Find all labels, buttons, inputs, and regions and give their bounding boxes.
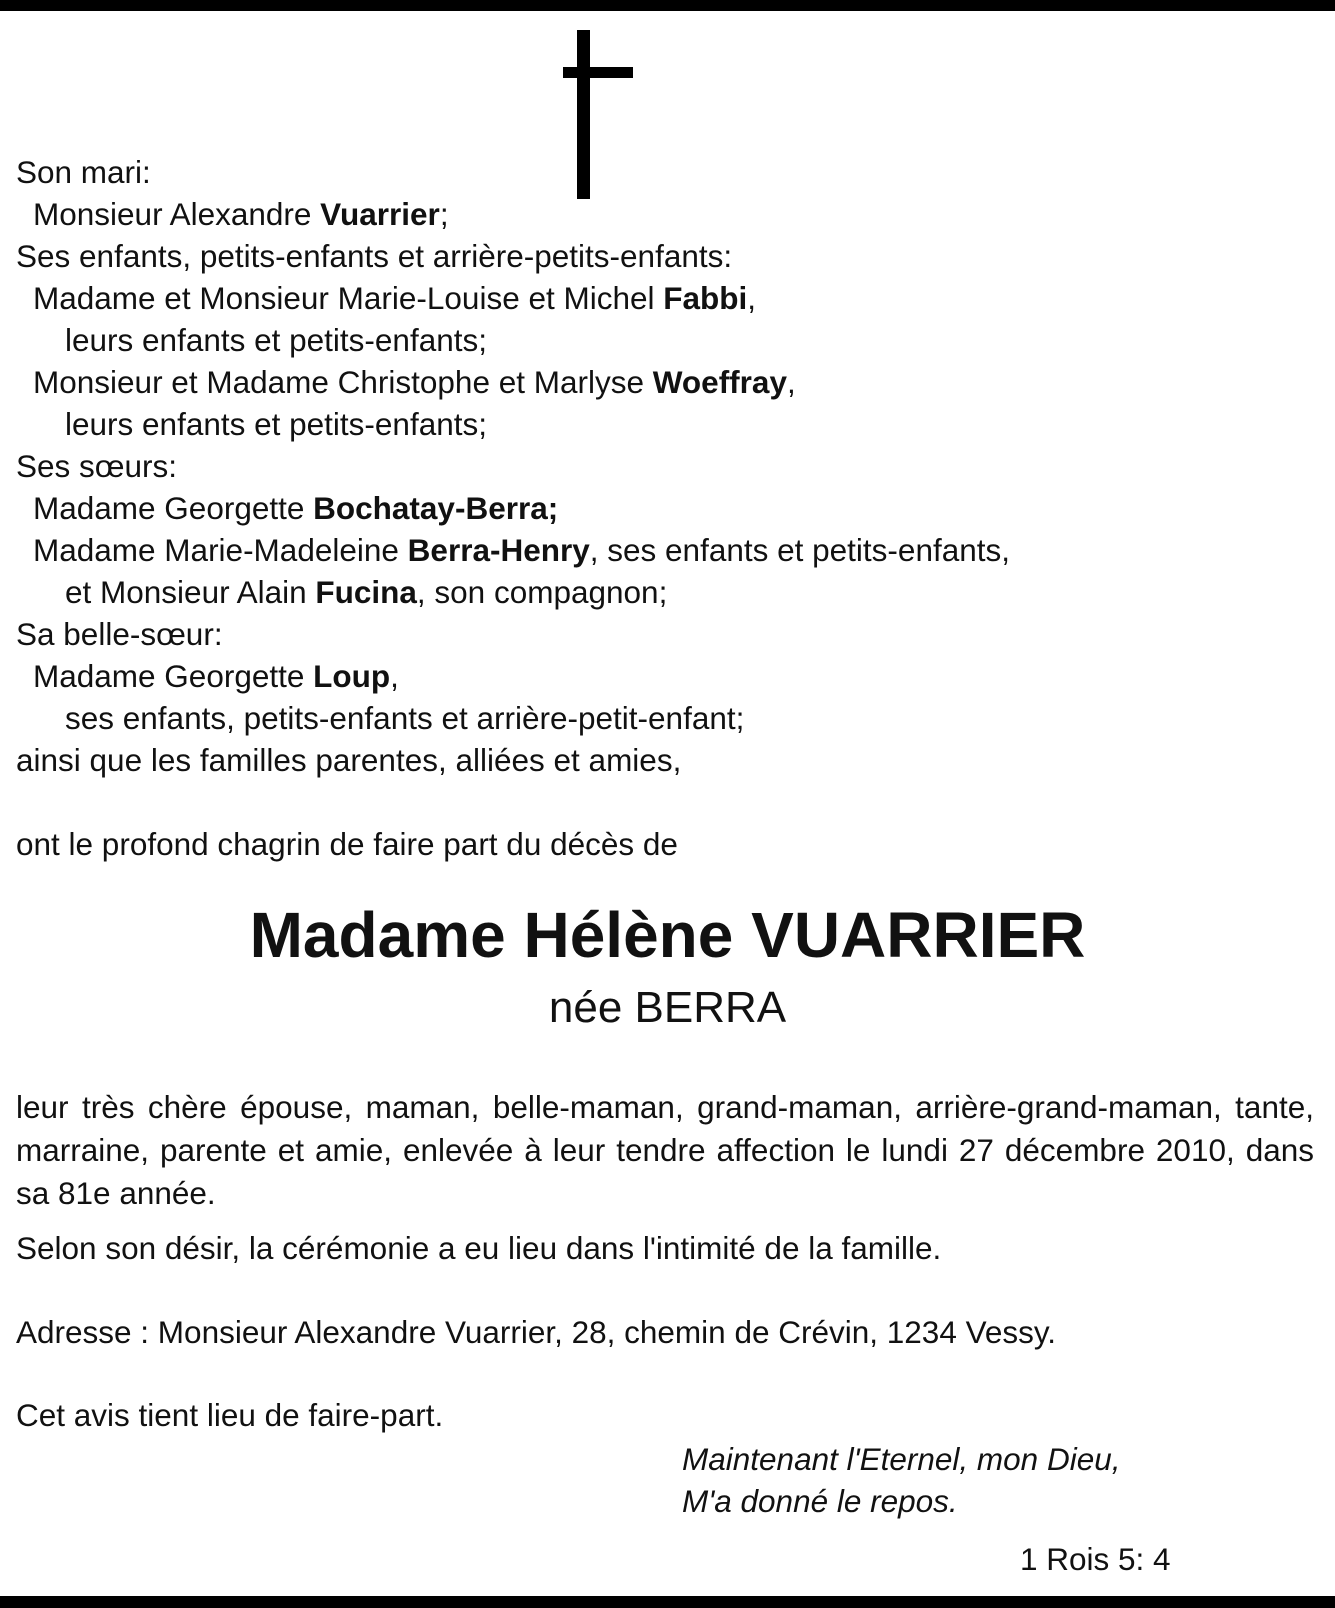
child1-end: , [747,280,757,316]
child2-descendants: leurs enfants et petits-enfants; [65,406,487,442]
sister1-line [33,488,558,528]
maiden-name: née BERRA [548,983,787,1032]
sister1-surname: Bochatay-Berra; [313,490,559,526]
cross-horizontal-bar [563,67,633,78]
companion-end: , son compagnon; [416,574,668,610]
husband-prefix: Monsieur Alexandre [33,196,321,232]
sister2-surname: Berra-Henry [407,532,590,568]
sisterinlaw-end: , [390,658,399,694]
cross-vertical-bar [577,30,590,199]
child1-descendants: leurs enfants et petits-enfants; [65,322,487,358]
husband-surname: Vuarrier [320,196,440,232]
companion-surname: Fucina [315,574,417,610]
child1-prefix: Madame et Monsieur Marie-Louise et Michel [33,280,664,316]
sister2-prefix: Madame Marie-Madeleine [33,532,408,568]
sister2-end: , ses enfants et petits-enfants, [589,532,1011,568]
verse-line-2: M'a donné le repos. [682,1483,958,1519]
husband-end: ; [439,196,449,232]
sister1-prefix: Madame Georgette [33,490,314,526]
sisters-heading: Ses sœurs: [16,448,178,484]
children-heading: Ses enfants, petits-enfants et arrière-petits-enfants: [16,238,733,274]
deceased-name: Madame Hélène VUARRIER [249,899,1086,971]
notice-text: Cet avis tient lieu de faire-part. [16,1397,444,1433]
verse-line-1: Maintenant l'Eternel, mon Dieu, [682,1441,1121,1477]
announcement-text: ont le profond chagrin de faire part du décès de [16,826,678,862]
sisterinlaw-surname: Loup [313,658,391,694]
husband-heading: Son mari: [16,154,151,190]
address-text: Adresse : Monsieur Alexandre Vuarrier, 28, chemin de Crévin, 1234 Vessy. [16,1314,1057,1350]
child2-end: , [786,364,796,400]
sisterinlaw-heading: Sa belle-sœur: [16,616,223,652]
child2-line [33,362,796,402]
husband-line [33,194,449,234]
sister2-line [33,530,1010,570]
verse-reference: 1 Rois 5: 4 [1020,1541,1171,1577]
child1-line [33,278,756,318]
child2-prefix: Monsieur et Madame Christophe et Marlyse [33,364,653,400]
tribute-paragraph: leur très chère épouse, maman, belle-maman, grand-maman, arrière-grand-maman, tante, marraine, parente et amie, enlevée à leur tendre affection le lundi 27 décembre 2010, dans sa 81e année. [16,1089,1314,1211]
family-closing: ainsi que les familles parentes, alliées et amies, [16,742,682,778]
companion-line [65,572,667,612]
ceremony-text: Selon son désir, la cérémonie a eu lieu dans l'intimité de la famille. [16,1230,942,1266]
child1-surname: Fabbi [663,280,748,316]
sisterinlaw-descendants: ses enfants, petits-enfants et arrière-petit-enfant; [65,700,745,736]
sisterinlaw-prefix: Madame Georgette [33,658,314,694]
sisterinlaw-line [33,656,399,696]
top-border-rule [0,0,1335,11]
child2-surname: Woeffray [652,364,787,400]
bottom-border-rule [0,1596,1335,1608]
companion-prefix: et Monsieur Alain [65,574,316,610]
